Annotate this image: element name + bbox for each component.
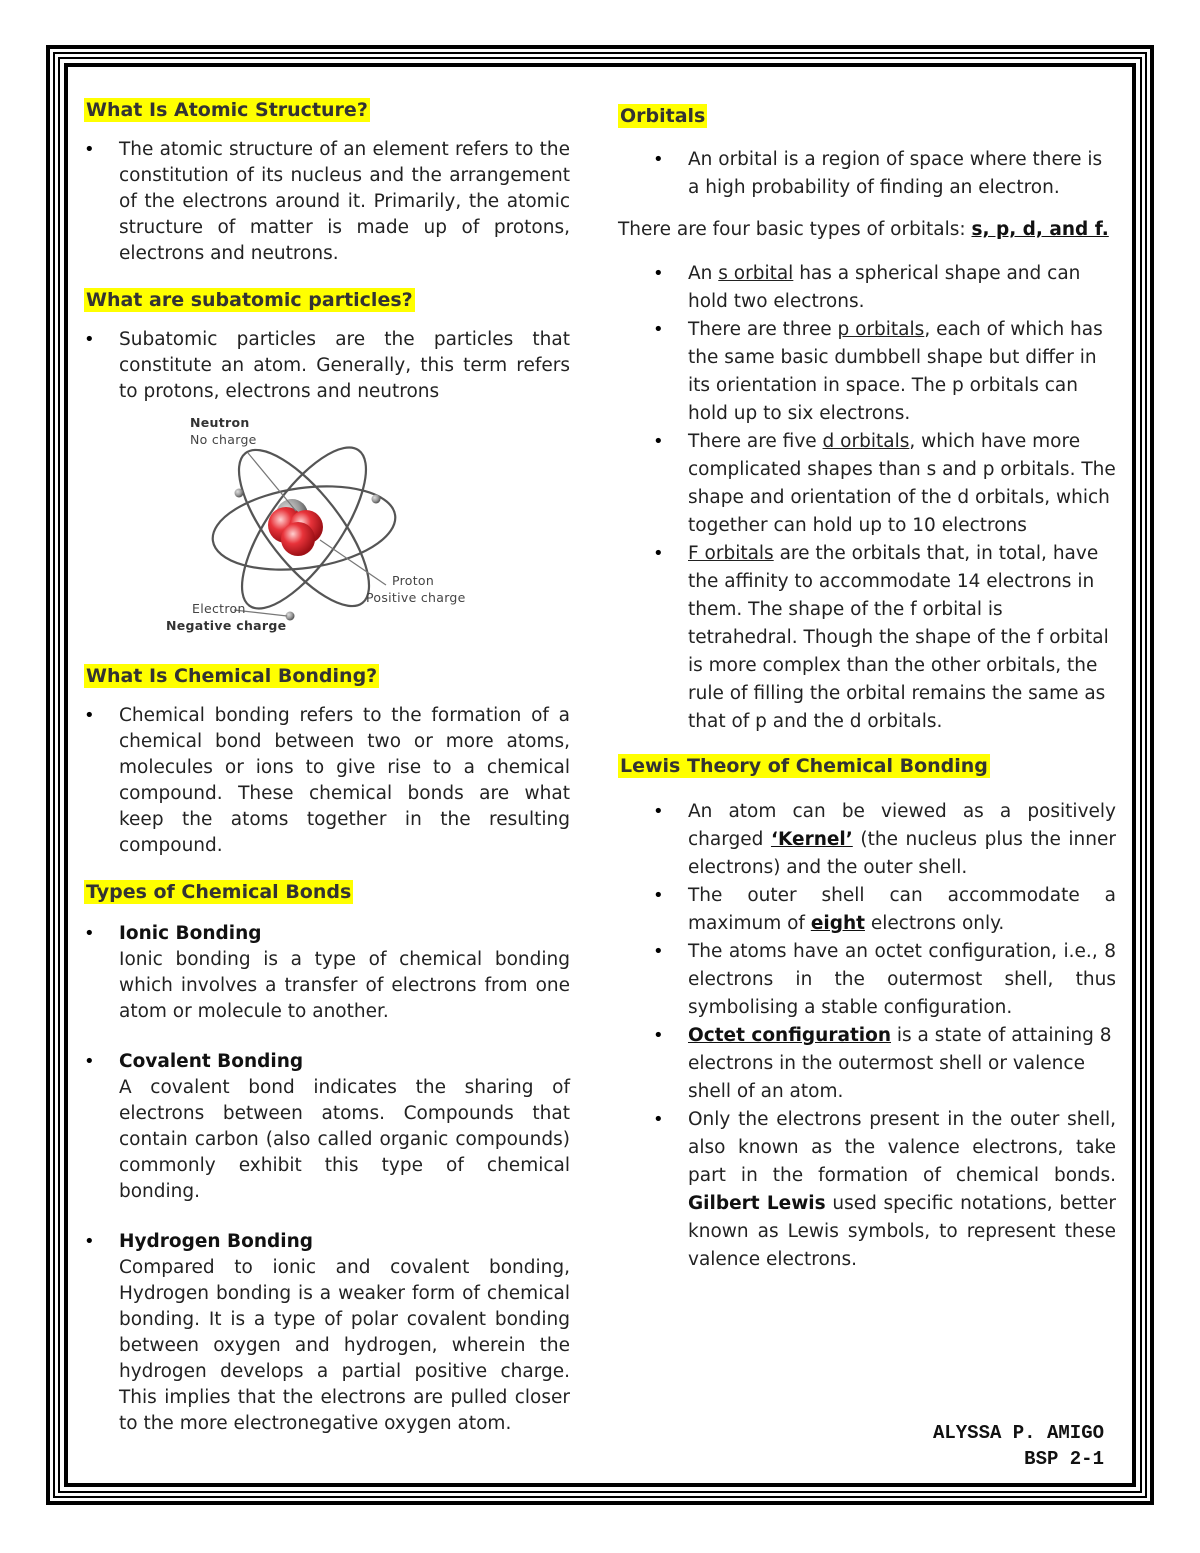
electron-2 xyxy=(372,495,381,504)
list-item-ionic xyxy=(84,921,570,1025)
term-octet-configuration: Octet configuration xyxy=(688,1025,892,1046)
term-d-orbitals: d orbitals xyxy=(822,431,910,452)
ionic-title: • Ionic Bonding xyxy=(119,923,262,944)
list-item-covalent xyxy=(84,1049,570,1205)
atom-diagram xyxy=(154,413,484,643)
section-orbitals xyxy=(618,102,1116,202)
electron-charge-label: Negative charge xyxy=(166,618,287,633)
neutron-charge-label: No charge xyxy=(190,432,257,447)
bullet-p-orbital: • There are three p orbitals, each of which has the same basic dumbbell shape but differ in its orientation in space. The p orbitals can hold up to six electrons. xyxy=(653,316,1116,428)
bullet-outer-shell: • The outer shell can accommodate a maximum of eight electrons only. xyxy=(653,882,1116,938)
bullet-subatomic: • Subatomic particles are the particles that constitute an atom. Generally, this term refers to protons, electrons and neutrons xyxy=(84,327,570,405)
orbital-types-intro: There are four basic types of orbitals: s, p, d, and f. xyxy=(618,219,1109,240)
heading-orbitals: Orbitals xyxy=(620,105,706,127)
proton-ball-3 xyxy=(281,522,315,556)
bullet-chemical-bonding: • Chemical bonding refers to the formation of a chemical bond between two or more atoms, molecules or ions to give rise to a chemical compound. These chemical bonds are what keep the atoms together in the resulting compound. xyxy=(84,703,570,859)
ionic-text: Ionic bonding is a type of chemical bonding which involves a transfer of electrons from one atom or molecule to another. xyxy=(119,949,570,1022)
section-atomic-structure xyxy=(84,97,570,267)
bullet-octet-configuration: • Octet configuration is a state of attaining 8 electrons in the outermost shell or valence shell of an atom. xyxy=(653,1022,1116,1106)
covalent-text: A covalent bond indicates the sharing of electrons between atoms. Compounds that contain carbon (also called organic compounds) commonly exhibit this type of chemical bonding. xyxy=(119,1077,570,1202)
list-item-hydrogen xyxy=(84,1229,570,1437)
heading-atomic-structure: What Is Atomic Structure? xyxy=(86,99,368,121)
section-chemical-bonding xyxy=(84,663,570,859)
term-kernel: ‘Kernel’ xyxy=(770,829,853,850)
electron-label: Electron xyxy=(192,601,246,616)
heading-lewis: Lewis Theory of Chemical Bonding xyxy=(620,755,988,777)
section-lewis xyxy=(618,752,1116,1274)
neutron-label: Neutron xyxy=(190,415,250,430)
section-subatomic xyxy=(84,287,570,405)
term-p-orbitals: p orbitals xyxy=(837,319,925,340)
bullet-orbital-definition: • An orbital is a region of space where there is a high probability of finding an electron. xyxy=(653,146,1116,202)
bullet-octet: • The atoms have an octet configuration, i.e., 8 electrons in the outermost shell, thus symbolising a stable configuration. xyxy=(653,938,1116,1022)
proton-label: Proton xyxy=(392,573,435,588)
electron-1 xyxy=(235,489,244,498)
proton-charge-label: Positive charge xyxy=(366,590,466,605)
author-name: ALYSSA P. AMIGO xyxy=(932,1422,1104,1444)
bullet-valence: • Only the electrons present in the outer shell, also known as the valence electrons, take part in the formation of chemical bonds. Gilbert Lewis used specific notations, better known as Lewis symbols, to represent these valence electrons. xyxy=(653,1106,1116,1274)
term-s-orbital: s orbital xyxy=(718,263,794,284)
lewis-bullets xyxy=(653,798,1116,1274)
author-signature xyxy=(933,1420,1104,1472)
orbital-types-bullets xyxy=(653,260,1116,736)
author-section: BSP 2-1 xyxy=(1024,1448,1104,1470)
heading-subatomic: What are subatomic particles? xyxy=(86,289,413,311)
covalent-title: • Covalent Bonding xyxy=(119,1051,304,1072)
hydrogen-title: • Hydrogen Bonding xyxy=(119,1231,313,1252)
left-column xyxy=(84,97,570,1457)
term-f-orbitals: F orbitals xyxy=(688,543,774,564)
bullet-atomic-structure: • The atomic structure of an element refers to the constitution of its nucleus and the arrangement of the electrons around it. Primarily, the atomic structure of matter is made up of protons, electrons and neutrons. xyxy=(84,137,570,267)
term-gilbert-lewis: Gilbert Lewis xyxy=(688,1193,826,1214)
section-types xyxy=(84,879,570,1437)
bullet-kernel: • An atom can be viewed as a positively charged ‘Kernel’ (the nucleus plus the inner electrons) and the outer shell. xyxy=(653,798,1116,882)
bullet-s-orbital: • An s orbital has a spherical shape and can hold two electrons. xyxy=(653,260,1116,316)
right-column xyxy=(618,102,1116,1274)
bullet-f-orbital: • F orbitals are the orbitals that, in total, have the affinity to accommodate 14 electrons in them. The shape of the f orbital is tetrahedral. Though the shape of the f orbital is more complex than the other orbitals, the rule of filling the orbital remains the same as that of p and the d orbitals. xyxy=(653,540,1116,736)
hydrogen-text: Compared to ionic and covalent bonding, Hydrogen bonding is a weaker form of chemical bonding. It is a type of polar covalent bonding between oxygen and hydrogen, wherein the hydrogen develops a partial positive charge. This implies that the electrons are pulled closer to the more electronegative oxygen atom. xyxy=(119,1257,570,1434)
term-eight: eight xyxy=(810,913,865,934)
heading-types: Types of Chemical Bonds xyxy=(86,881,352,903)
orbital-types-list: s, p, d, and f. xyxy=(971,219,1109,240)
heading-chemical-bonding: What Is Chemical Bonding? xyxy=(86,665,378,687)
bullet-d-orbital: • There are five d orbitals, which have more complicated shapes than s and p orbitals. The shape and orientation of the d orbitals, which together can hold up to 10 electrons xyxy=(653,428,1116,540)
